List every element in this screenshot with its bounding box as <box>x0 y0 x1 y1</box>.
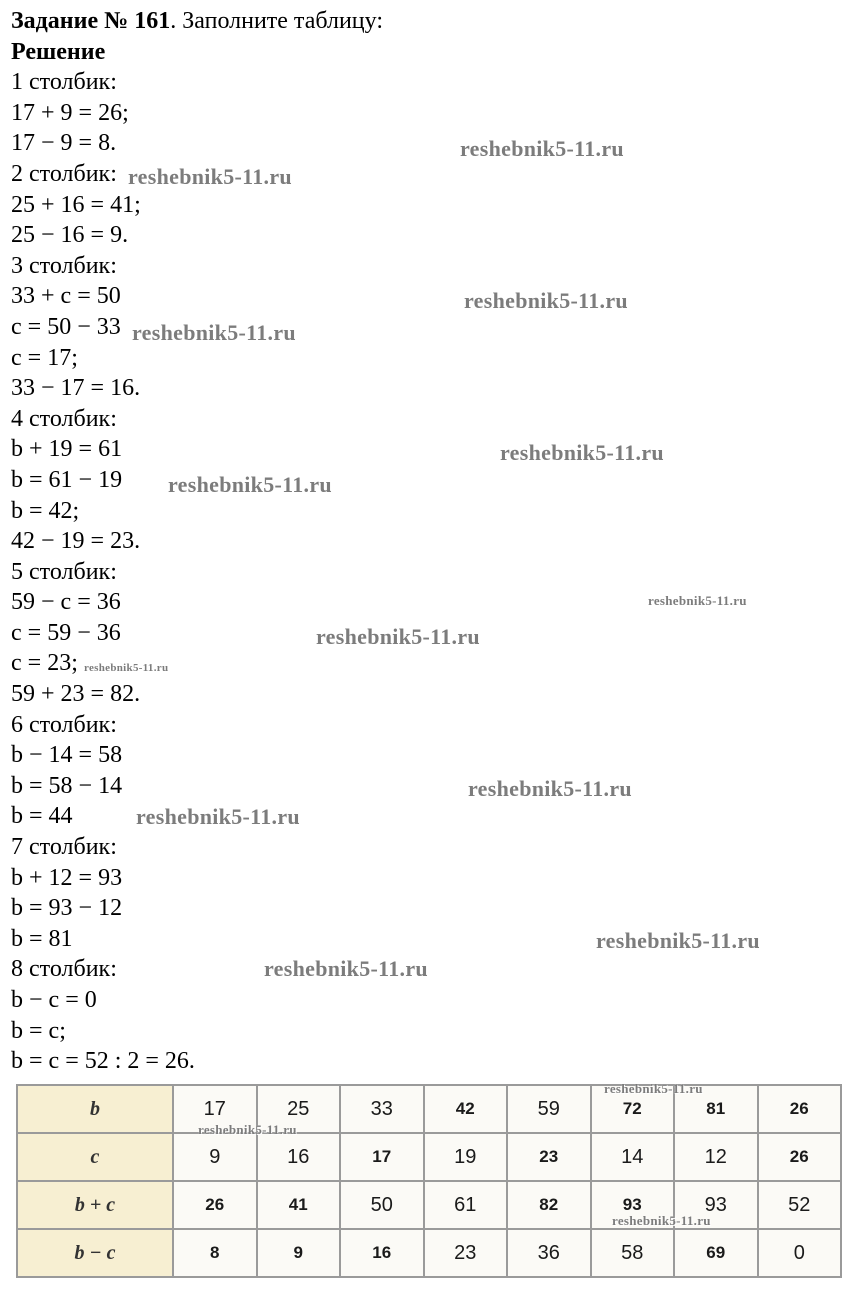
table-cell: 14 <box>591 1133 675 1181</box>
table-cell: 26 <box>758 1133 842 1181</box>
task-title <box>11 6 841 37</box>
row-header: b <box>17 1085 173 1133</box>
table-cell: 9 <box>173 1133 257 1181</box>
watermark-text: reshebnik5-11.ru <box>84 662 169 674</box>
table-cell: 33 <box>340 1085 424 1133</box>
table-cell: 82 <box>507 1181 591 1229</box>
solution-line: 25 − 16 = 9. <box>11 222 129 249</box>
solution-line: 59 − c = 36 <box>11 589 121 616</box>
solution-line: b = c; <box>11 1017 66 1044</box>
solution-line: b = 61 − 19 <box>11 466 123 493</box>
watermark-text: reshebnik5-11.ru <box>168 472 332 497</box>
solution-line: b + 12 = 93 <box>11 864 123 891</box>
solution-line: b − 14 = 58 <box>11 742 123 769</box>
solution-line: b + 19 = 61 <box>11 436 123 463</box>
solution-line: 4 столбик: <box>11 405 117 432</box>
watermark-text: reshebnik5-11.ru <box>460 136 624 161</box>
answer-table-container <box>16 1084 842 1274</box>
watermark-text: reshebnik5-11.ru <box>136 804 300 829</box>
table-cell: 23 <box>424 1229 508 1277</box>
table-cell: 52 <box>758 1181 842 1229</box>
table-cell: 0 <box>758 1229 842 1277</box>
document-page <box>11 6 841 1077</box>
solution-line: 42 − 19 = 23. <box>11 528 141 555</box>
table-cell: 12 <box>674 1133 758 1181</box>
task-number: Задание № 161 <box>11 8 171 34</box>
watermark-text: reshebnik5-11.ru <box>264 956 428 981</box>
table-cell: 93 <box>591 1181 675 1229</box>
solution-line: 33 + c = 50 <box>11 283 121 310</box>
table-cell: 26 <box>173 1181 257 1229</box>
watermark-text: reshebnik5-11.ru <box>464 288 628 313</box>
solution-line: 17 + 9 = 26; <box>11 99 129 126</box>
table-row-b <box>17 1085 841 1133</box>
watermark-text: reshebnik5-11.ru <box>612 1213 711 1228</box>
table-cell: 59 <box>507 1085 591 1133</box>
watermark-text: reshebnik5-11.ru <box>468 776 632 801</box>
solution-line: b − c = 0 <box>11 987 97 1013</box>
table-cell: 50 <box>340 1181 424 1229</box>
task-statement: . Заполните таблицу: <box>170 8 383 34</box>
table-cell: 9 <box>257 1229 341 1277</box>
solution-line: 2 столбик: <box>11 160 117 187</box>
watermark-text: reshebnik5-11.ru <box>500 440 664 465</box>
table-row-sum <box>17 1181 841 1229</box>
solution-line: 8 столбик: <box>11 956 117 983</box>
watermark-text: reshebnik5-11.ru <box>128 164 292 189</box>
solution-line: b = c = 52 : 2 = 26. <box>11 1048 195 1075</box>
solution-line: c = 50 − 33 <box>11 313 121 340</box>
table-cell: 19 <box>424 1133 508 1181</box>
solution-line: 6 столбик: <box>11 711 117 738</box>
table-cell: 69 <box>674 1229 758 1277</box>
solution-line: 59 + 23 = 82. <box>11 681 141 708</box>
solution-line: b = 44 <box>11 803 73 830</box>
table-cell: 93 <box>674 1181 758 1229</box>
watermark-text: reshebnik5-11.ru <box>132 320 296 345</box>
solution-line: b = 58 − 14 <box>11 772 123 799</box>
table-cell: 36 <box>507 1229 591 1277</box>
solution-line: 33 − 17 = 16. <box>11 375 141 402</box>
table-cell: 58 <box>591 1229 675 1277</box>
watermark-text: reshebnik5-11.ru <box>316 624 480 649</box>
solution-line: 7 столбик: <box>11 834 117 861</box>
solution-line: b = 42; <box>11 497 80 524</box>
watermark-text: reshebnik5-11.ru <box>596 928 760 953</box>
solution-line: 17 − 9 = 8. <box>11 130 117 157</box>
table-cell: 16 <box>340 1229 424 1277</box>
table-cell: 42 <box>424 1085 508 1133</box>
solution-line: 3 столбик: <box>11 252 117 279</box>
table-cell: 17 <box>173 1085 257 1133</box>
table-cell: 25 <box>257 1085 341 1133</box>
solution-line: 25 + 16 = 41; <box>11 191 141 218</box>
table-cell: 41 <box>257 1181 341 1229</box>
row-header: c <box>17 1133 173 1181</box>
solution-line: 1 столбик: <box>11 69 117 96</box>
table-cell: 23 <box>507 1133 591 1181</box>
solution-line: 5 столбик: <box>11 558 117 585</box>
solution-line: c = 23; <box>11 650 78 677</box>
watermark-text: reshebnik5-11.ru <box>198 1122 297 1137</box>
table-cell: 81 <box>674 1085 758 1133</box>
solution-line: c = 59 − 36 <box>11 619 121 646</box>
row-header: b + c <box>17 1181 173 1229</box>
table-cell: 8 <box>173 1229 257 1277</box>
table-cell: 61 <box>424 1181 508 1229</box>
table-cell: 17 <box>340 1133 424 1181</box>
table-cell: 72 <box>591 1085 675 1133</box>
watermark-text: reshebnik5-11.ru <box>648 593 747 608</box>
table-row-difference <box>17 1229 841 1277</box>
watermark-text: reshebnik5-11.ru <box>604 1081 703 1096</box>
table-cell: 26 <box>758 1085 842 1133</box>
solution-line: c = 17; <box>11 344 78 371</box>
solution-heading: Решение <box>11 38 106 65</box>
row-header: b − c <box>17 1229 173 1277</box>
table-cell: 16 <box>257 1133 341 1181</box>
table-row-c <box>17 1133 841 1181</box>
solution-line: b = 81 <box>11 925 73 952</box>
solution-line: b = 93 − 12 <box>11 895 123 922</box>
answer-table <box>16 1084 842 1278</box>
